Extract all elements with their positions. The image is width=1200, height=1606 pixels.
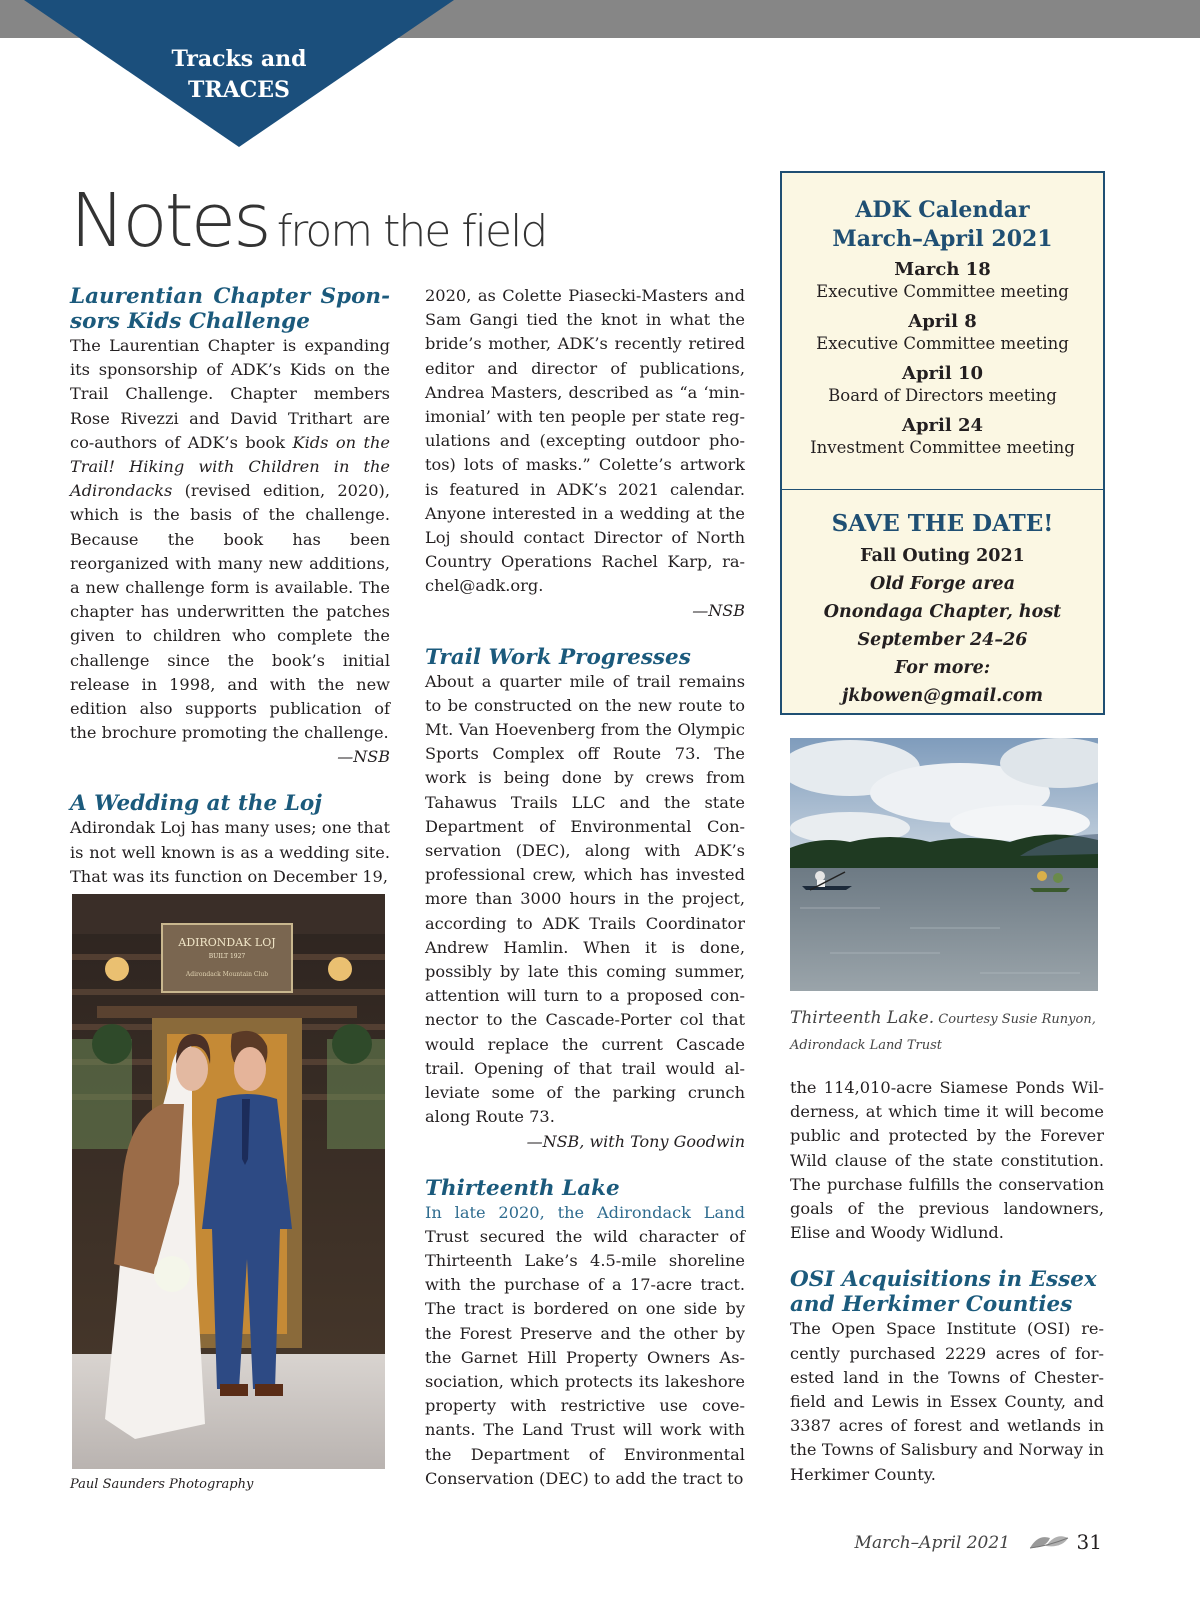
save-email-link[interactable]: jkbowen@gmail.com — [841, 686, 1044, 706]
lake-photo — [790, 738, 1098, 991]
article-body-wedding-2: 2020, as Colette Piasecki-Masters and Sam Gangi tied the knot in what the bride’s mother, ADK’s recently retired editor and director of publications, Andrea Masters, described as “a ‘minimonial’ with ten people per state regulations and (excepting outdoor photos) lots of masks.” Colette’s artwork is featured in ADK’s 2021 calendar. Anyone interested in a wedding at the Loj should contact Director of North Country Operations Rachel Karp, rachel@adk.org. — [425, 286, 745, 596]
article-body-laurentian — [70, 334, 390, 745]
event-title: Investment Committee meeting — [810, 438, 1075, 457]
calendar-sidebar — [780, 171, 1105, 715]
article-title-thirteenth: Thirteenth Lake — [425, 1175, 620, 1201]
byline-wedding: —NSB — [692, 600, 745, 620]
save-event: Fall Outing 2021 — [860, 546, 1025, 566]
thirteenth-text: Trust secured the wild character of Thirteenth Lake’s 4.5-mile shoreline with the purchase of a 17-acre tract. The tract is bordered on one side by the Forest Preserve and the other by the Garnet Hill Property Owners Association, which protects its lakeshore property with restrictive use covenants. The Land Trust will work with the Department of Environmental Conservation (DEC) to add the tract to — [425, 1226, 745, 1488]
calendar-event — [782, 363, 1103, 407]
page-title — [70, 178, 546, 264]
calendar-title — [782, 196, 1103, 254]
article-body-wedding-1: Adirondak Loj has many uses; one that is not well known is as a wedding site. That was its function on December 19, — [70, 818, 390, 886]
page-footer — [850, 1530, 1110, 1560]
event-date: April 8 — [908, 311, 977, 332]
section-banner — [24, 0, 454, 150]
article-body-trailwork: About a quarter mile of trail remains to be constructed on the new route to Mt. Van Hoevenberg from the Olympic Sports Complex off Route 73. The work is being done by crews from Tahawus Trails LLC and the state Department of Environmental Conservation (DEC), along with ADK’s professional crew, which has invested more than 3000 hours in the project, according to ADK Trails Coordinator Andrew Hamlin. When it is done, possibly by late this coming summer, attention will turn to a proposed connector to the Cascade-Porter col that would replace the current Cascade trail. Opening of that trail would alleviate some of the parking crunch along Route 73. — [425, 671, 745, 1127]
calendar-event — [782, 259, 1103, 303]
sign-club: Adirondack Mountain Club — [185, 971, 269, 978]
book-title: Kids on the Trail! Hiking with Children in the Adirondacks — [70, 432, 390, 501]
caption-credit: Courtesy Susie Runyon, Adirondack Land Trust — [790, 1012, 1096, 1053]
thirteenth-lede: In late 2020, the Adirondack Land — [425, 1202, 745, 1222]
event-title: Executive Committee meeting — [816, 334, 1069, 353]
save-the-date-title: SAVE THE DATE! — [831, 510, 1054, 537]
column-3 — [790, 1076, 1104, 1487]
laurentian-text-2: (revised edition, 2020), which is the basis of the challenge. Because the book has been reorganized with many new additions, a new challenge form is available. The chapter has underwritten the patches given to children who complete the challenge since the book’s initial release in 1998, and with the new edition also supports publication of the brochure promoting the challenge. — [70, 481, 390, 743]
sign-name: ADIRONDAK LOJ — [178, 936, 276, 949]
event-date: April 10 — [901, 363, 984, 384]
save-the-date — [782, 509, 1103, 710]
caption-title: Thirteenth Lake. — [790, 1008, 935, 1028]
article-title-osi: OSI Acquisitions in Essex and Herkimer Counties — [790, 1267, 1097, 1318]
page-number: 31 — [1076, 1530, 1102, 1554]
byline-trailwork: —NSB, with Tony Goodwin — [526, 1131, 745, 1151]
article-title-wedding: A Wedding at the Loj — [70, 791, 322, 817]
save-dates: September 24–26 — [857, 630, 1028, 650]
section-label-line1: Tracks and — [171, 46, 307, 72]
calendar-title-line1: ADK Calendar — [855, 197, 1030, 223]
article-title-trailwork: Trail Work Progresses — [425, 644, 691, 670]
calendar-event-list — [782, 259, 1103, 467]
photo-credit-wedding: Paul Saunders Photography — [70, 1477, 254, 1492]
calendar-title-line2: March–April 2021 — [832, 226, 1053, 252]
event-title: Executive Committee meeting — [816, 282, 1069, 301]
save-host: Onondaga Chapter, host — [823, 602, 1062, 622]
laurentian-text-1: The Laurentian Chapter is expanding its sponsorship of ADK’s Kids on the Trail Challenge. Chapter members Rose Rivezzi and David Trithart are co-authors of ADK’s book — [70, 336, 390, 452]
sidebar-divider — [782, 489, 1103, 490]
event-date: April 24 — [901, 415, 984, 436]
column-2 — [425, 284, 745, 1491]
page-title-main: Notes — [70, 178, 269, 264]
event-title: Board of Directors meeting — [828, 386, 1057, 405]
sign-built: BUILT 1927 — [208, 953, 246, 960]
issue-date: March–April 2021 — [854, 1533, 1010, 1553]
wedding-photo — [72, 894, 385, 1469]
article-body-osi: The Open Space Institute (OSI) recently purchased 2229 acres of forested land in the Towns of Chesterfield and Lewis in Essex County, and 3387 acres of forest and wetlands in the Towns of Salisbury and Norway in Herkimer County. — [790, 1319, 1104, 1484]
column-1 — [70, 284, 390, 889]
section-label-line2: TRACES — [188, 77, 290, 103]
leaf-ornament-icon — [1028, 1532, 1072, 1558]
page-title-sub: from the field — [276, 206, 547, 257]
calendar-event — [782, 311, 1103, 355]
article-title-laurentian: Laurentian Chapter Sponsors Kids Challenge — [70, 284, 390, 334]
calendar-event — [782, 415, 1103, 459]
lake-photo-caption — [790, 1006, 1108, 1058]
article-body-thirteenth-cont: the 114,010-acre Siamese Ponds Wilderness, at which time it will become public and protected by the Forever Wild clause of the state constitution. The purchase fulfills the conservation goals of the previous landowners, Elise and Woody Widlund. — [790, 1078, 1104, 1243]
byline-laurentian: —NSB — [337, 747, 390, 767]
save-place: Old Forge area — [869, 574, 1016, 594]
article-body-thirteenth — [425, 1201, 745, 1491]
save-more: For more: — [894, 658, 991, 678]
event-date: March 18 — [894, 259, 991, 280]
